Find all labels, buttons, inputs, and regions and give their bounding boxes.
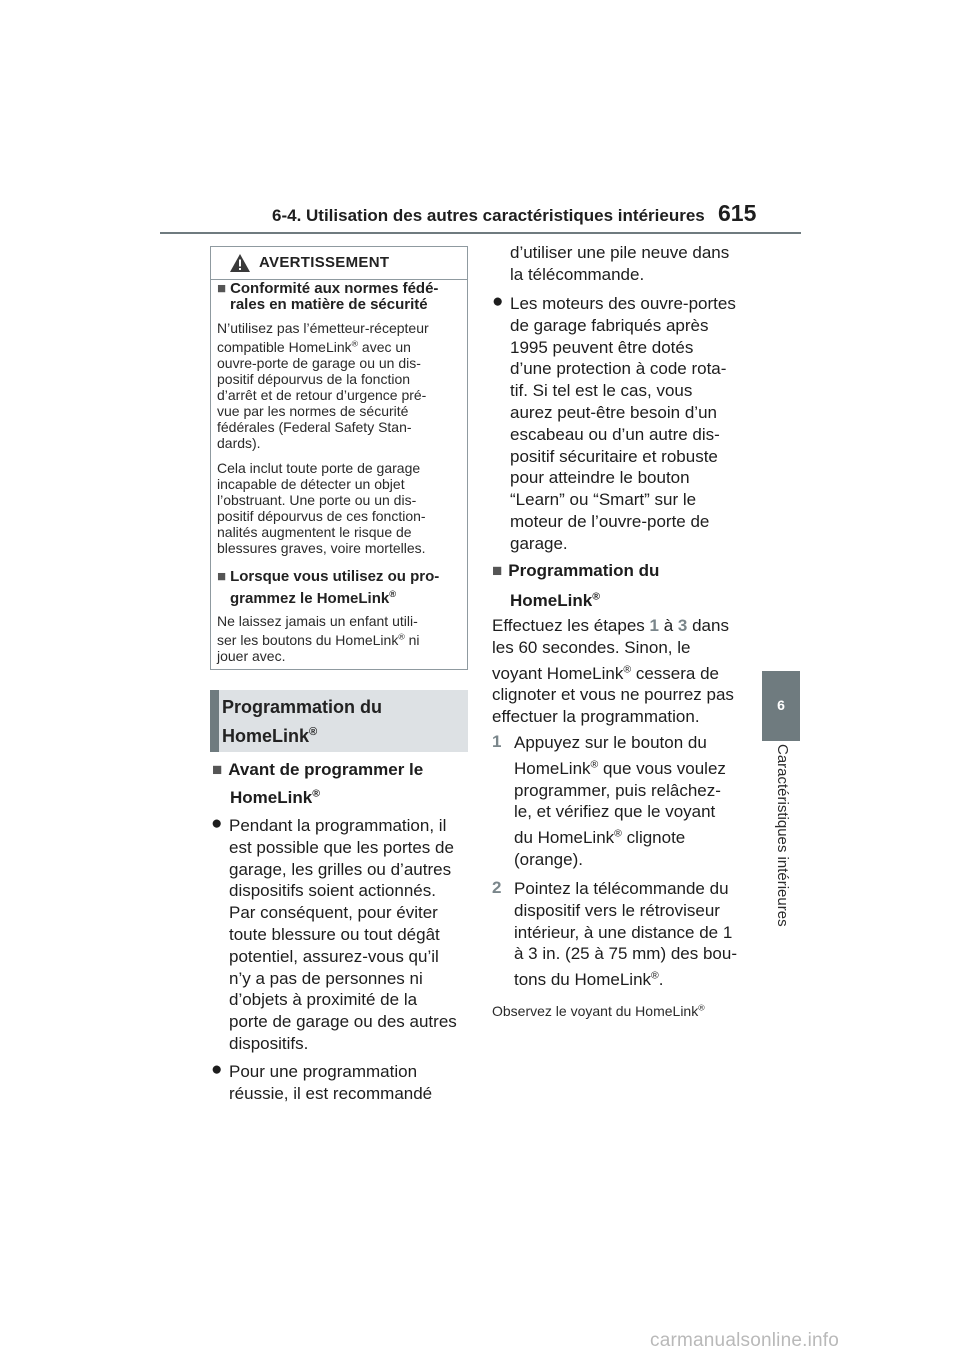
step-1-text: Appuyez sur le bouton du HomeLink® que vous voulez programmer, puis relâchez- le, et vérifiez que le voyant du HomeLink® clignote (orange). — [514, 733, 726, 869]
square-bullet-icon: ■ — [212, 760, 223, 779]
square-bullet-icon: ■ — [492, 561, 503, 580]
bullet-dot-icon: ● — [492, 291, 504, 312]
warning-box — [210, 246, 468, 670]
bullet-paragraph-1: Pendant la programmation, il est possible que les portes de garage, les grilles ou d’autres dispositifs soient actionnés. Par conséquent, pour éviter toute blessure ou tout dégât potentiel, assurez-vous qu’il n’y a pas de personnes ni d’objets à proximité de la porte de garage ou des autres dispositifs. — [229, 816, 457, 1053]
intro-paragraph: Effectuez les étapes 1 à 3 dans les 60 secondes. Sinon, le voyant HomeLink® cessera de clignoter et vous ne pourrez pas effectuer la programmation. — [492, 616, 734, 727]
warning-triangle-icon — [229, 253, 251, 273]
step-number-2: 2 — [492, 878, 502, 897]
chapter-label-text: Caractéristiques intérieures — [774, 744, 791, 927]
subheading-before-programming: ■ Avant de programmer le HomeLink® — [212, 760, 424, 807]
bullet-dot-icon: ● — [211, 813, 223, 834]
chapter-number: 6 — [777, 697, 785, 713]
warning-subheading-2: ■ Lorsque vous utilisez ou pro- grammez le HomeLink® — [217, 568, 440, 607]
step-number-1: 1 — [492, 732, 502, 751]
square-bullet-icon: ■ — [217, 568, 227, 585]
section-title: Programmation du HomeLink® — [222, 697, 383, 746]
page-number: 615 — [718, 200, 757, 226]
warning-paragraph-2: Cela inclut toute porte de garage incapable de détecter un objet l’obstruant. Une porte ou un dis- positif dépourvus de ces fonction- nalités augmentent le risque de blessures graves, voire mortelles. — [217, 460, 426, 556]
warning-subheading-1: ■ Conformité aux normes fédé- rales en matière de sécurité — [217, 280, 439, 313]
warning-header — [211, 247, 467, 280]
bullet-paragraph-3: Les moteurs des ouvre-portes de garage fabriqués après 1995 peuvent être dotés d’une protection à code rota- tif. Si tel est le cas, vous aurez peut-être besoin d’un escabeau ou d’un autre dis- positif sécuritaire et robuste pour atteindre le bouton “Learn” ou “Smart” sur le moteur de l’ouvre-porte de garage. — [510, 294, 736, 553]
section-header: 6-4. Utilisation des autres caractéristiques intérieures — [272, 206, 705, 225]
square-bullet-icon: ■ — [217, 280, 227, 297]
chapter-label — [758, 744, 804, 954]
bullet-paragraph-2: Pour une programmation réussie, il est recommandé — [229, 1062, 433, 1103]
watermark: carmanualsonline.info — [650, 1330, 840, 1351]
continued-paragraph: d’utiliser une pile neuve dans la télécommande. — [510, 243, 730, 284]
warning-paragraph-3: Ne laissez jamais un enfant utili- ser les boutons du HomeLink® ni jouer avec. — [217, 613, 420, 664]
note-text: Observez le voyant du HomeLink® — [492, 1002, 705, 1019]
step-2-text: Pointez la télécommande du dispositif vers le rétroviseur intérieur, à une distance de 1 à 3 in. (25 à 75 mm) des bou- tons du HomeLink®. — [514, 879, 738, 990]
header-rule — [160, 232, 801, 234]
warning-title: AVERTISSEMENT — [259, 254, 390, 271]
bullet-dot-icon: ● — [211, 1059, 223, 1080]
warning-paragraph-1: N’utilisez pas l’émetteur-récepteur compatible HomeLink® avec un ouvre-porte de garage ou un dis- positif dépourvus de la fonction d’arrêt et de retour d’urgence pré- vue par les normes de sécurité fédérales (Federal Safety Stan- dards). — [217, 320, 429, 451]
subheading-programming: ■ Programmation du HomeLink® — [492, 561, 660, 610]
